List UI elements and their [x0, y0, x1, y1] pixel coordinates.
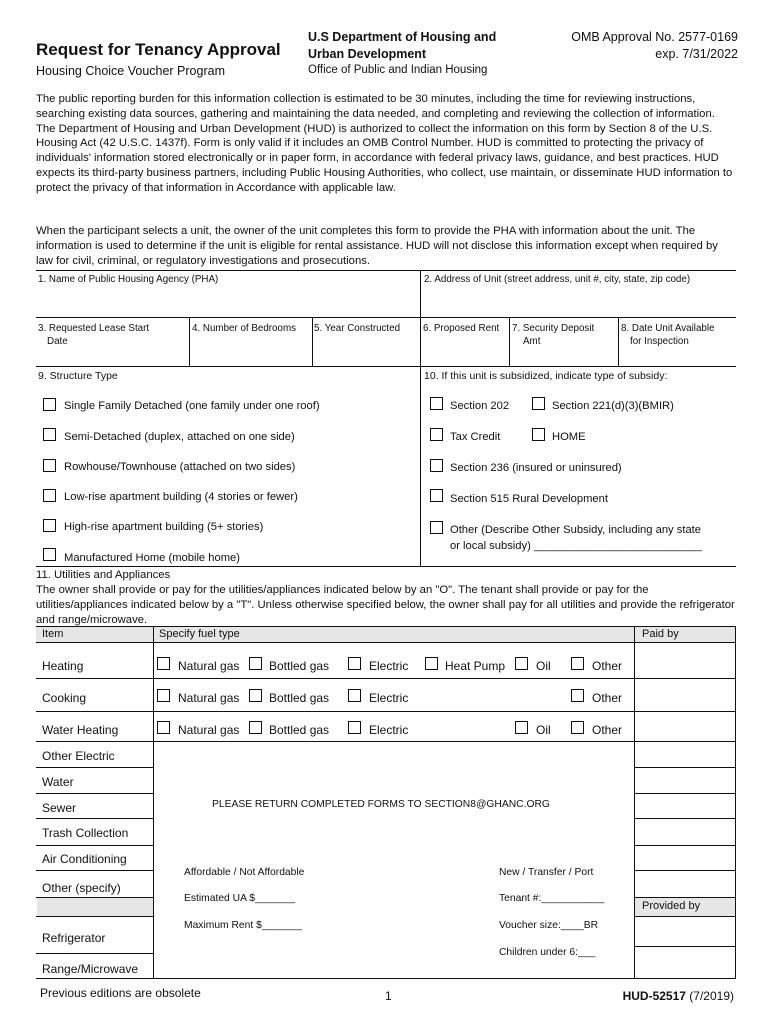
page-number: 1 [385, 989, 392, 1003]
checkbox-cooking-natural-gas[interactable] [157, 689, 170, 702]
checkbox-section-202[interactable] [430, 397, 443, 410]
new-transfer-field[interactable]: New / Transfer / Port [499, 867, 594, 878]
checkbox-section-515[interactable] [430, 489, 443, 502]
checkbox-heating-oil[interactable] [515, 657, 528, 670]
option-home: HOME [552, 431, 586, 443]
fuel-label: Other [592, 659, 623, 673]
grid-line [634, 818, 736, 819]
burden-statement: The public reporting burden for this information collection is estimated to be 30 minutes, including the time for reviewing instructions, searching existing data sources, gathering and maintaining the data needed, and completing and reviewing the collection of information. The Department of Housing and Urban Development (HUD) is authorized to collect the information on this form by Section 8 of the U.S. Housing Act (42 U.S.C. 1437f). Form is only valid if it includes an OMB Control Number. HUD is committed to protecting the privacy of individuals' information stored electronically or in paper form, in accordance with federal privacy laws, guidance, and best practices. HUD expects its third-party business partners, including Public Housing Authorities, who collect, use maintain, or disseminate HUD information to protect the privacy of that information in Accordance with applicable law. [36, 93, 733, 194]
utilities-instructions: The owner shall provide or pay for the utilities/appliances indicated below by an "O". The tenant shall provide or pay for the utilities/appliances indicated below by a "T". Unless otherwise specified below, the owner shall pay for all utilities and provide the refrigerator and range/microwave. [36, 584, 735, 626]
field-security-deposit[interactable]: 7. Security Deposit [512, 323, 595, 334]
fuel-label: Bottled gas [269, 659, 330, 673]
program-name: Housing Choice Voucher Program [36, 64, 225, 78]
checkbox-high-rise[interactable] [43, 519, 56, 532]
option-tax-credit: Tax Credit [450, 431, 501, 443]
participant-statement: When the participant selects a unit, the owner of the unit completes this form to provide the PHA with information about the unit. The information is used to determine if the unit is eligible for rental assistance. HUD will not disclose this information except when required by law for civil, criminal, or regulatory investigations and prosecutions. [36, 225, 718, 267]
item-sewer: Sewer [42, 801, 77, 815]
grid-line [36, 953, 153, 954]
field-lease-start-date: Date [47, 336, 68, 347]
grid-line [634, 793, 736, 794]
item-trash: Trash Collection [42, 826, 129, 840]
grid-line [36, 642, 736, 643]
affordable-field[interactable]: Affordable / Not Affordable [184, 867, 305, 878]
fuel-label: Oil [536, 723, 551, 737]
form-number-date: (7/2019) [685, 989, 734, 1003]
checkbox-heating-bottled-gas[interactable] [249, 657, 262, 670]
return-note: PLEASE RETURN COMPLETED FORMS TO SECTION8@GHANC.ORG [212, 799, 550, 810]
grid-line [36, 270, 736, 271]
fuel-label: Natural gas [178, 691, 240, 705]
checkbox-water-heating-other[interactable] [571, 721, 584, 734]
checkbox-manufactured[interactable] [43, 548, 56, 561]
checkbox-heating-natural-gas[interactable] [157, 657, 170, 670]
grid-line [36, 678, 736, 679]
checkbox-cooking-other[interactable] [571, 689, 584, 702]
checkbox-water-heating-electric[interactable] [348, 721, 361, 734]
grid-line [634, 946, 736, 947]
checkbox-water-heating-oil[interactable] [515, 721, 528, 734]
footer-obsolete: Previous editions are obsolete [40, 986, 201, 1000]
option-other-subsidy-detail[interactable]: or local subsidy) ___________________________ [450, 540, 702, 552]
grid-line [36, 845, 153, 846]
checkbox-heating-other[interactable] [571, 657, 584, 670]
estimated-ua-field[interactable]: Estimated UA $_______ [184, 893, 296, 904]
field-date-available[interactable]: 8. Date Unit Available [621, 323, 715, 334]
grid-line [420, 366, 421, 566]
structure-type-label: 9. Structure Type [38, 370, 118, 382]
form-number-code: HUD-52517 [622, 989, 686, 1003]
item-range-microwave: Range/Microwave [42, 962, 139, 976]
grid-line [36, 978, 736, 979]
grid-line [509, 317, 510, 366]
grid-line [312, 317, 313, 366]
grid-line [634, 916, 736, 917]
checkbox-heating-electric[interactable] [348, 657, 361, 670]
field-year-constructed[interactable]: 5. Year Constructed [314, 323, 401, 334]
grid-line [36, 916, 153, 917]
option-section-221: Section 221(d)(3)(BMIR) [552, 400, 674, 412]
checkbox-semi-detached[interactable] [43, 428, 56, 441]
grid-line [36, 741, 736, 742]
dept-line-1: U.S Department of Housing and [308, 30, 497, 44]
maximum-rent-field[interactable]: Maximum Rent $_______ [184, 920, 302, 931]
checkbox-cooking-electric[interactable] [348, 689, 361, 702]
checkbox-other-subsidy[interactable] [430, 521, 443, 534]
grid-line [36, 711, 736, 712]
utilities-heading: 11. Utilities and Appliances [36, 569, 171, 581]
omb-number: OMB Approval No. 2577-0169 [571, 30, 738, 44]
grid-line [36, 317, 736, 318]
tenant-number-field[interactable]: Tenant #:___________ [499, 893, 605, 904]
fuel-label: Oil [536, 659, 551, 673]
item-refrigerator: Refrigerator [42, 931, 106, 945]
col-paid-header: Paid by [642, 628, 679, 640]
checkbox-section-221[interactable] [532, 397, 545, 410]
grid-line [36, 566, 736, 567]
option-section-236: Section 236 (insured or uninsured) [450, 462, 622, 474]
omb-expiration: exp. 7/31/2022 [655, 47, 738, 61]
grid-line [36, 818, 153, 819]
fuel-label: Other [592, 691, 623, 705]
fuel-label: Heat Pump [445, 659, 506, 673]
grid-line [634, 767, 736, 768]
grid-line [634, 870, 736, 871]
checkbox-low-rise[interactable] [43, 489, 56, 502]
provided-by-label: Provided by [642, 900, 701, 912]
item-other-electric: Other Electric [42, 749, 115, 763]
grid-line [36, 767, 153, 768]
option-rowhouse: Rowhouse/Townhouse (attached on two sides) [64, 461, 296, 473]
voucher-size-field[interactable]: Voucher size:____BR [499, 920, 599, 931]
grid-line [189, 317, 190, 366]
grid-line [36, 793, 153, 794]
checkbox-home[interactable] [532, 428, 545, 441]
field-proposed-rent[interactable]: 6. Proposed Rent [423, 323, 500, 334]
office-name: Office of Public and Indian Housing [308, 64, 488, 76]
option-section-515: Section 515 Rural Development [450, 493, 608, 505]
item-other-specify: Other (specify) [42, 881, 121, 895]
item-cooking: Cooking [42, 691, 87, 705]
option-semi-detached: Semi-Detached (duplex, attached on one side) [64, 431, 295, 443]
option-manufactured: Manufactured Home (mobile home) [64, 552, 240, 564]
grid-line [36, 626, 736, 627]
option-other-subsidy: Other (Describe Other Subsidy, including any state [450, 524, 702, 536]
table-header-bg [36, 626, 736, 642]
checkbox-tax-credit[interactable] [430, 428, 443, 441]
checkbox-water-heating-bottled-gas[interactable] [249, 721, 262, 734]
item-water-heating: Water Heating [42, 723, 119, 737]
field-pha-name[interactable]: 1. Name of Public Housing Agency (PHA) [38, 274, 219, 285]
fuel-label: Electric [369, 691, 409, 705]
grid-line [634, 845, 736, 846]
field-date-available-inspection: for Inspection [630, 336, 689, 347]
item-air-conditioning: Air Conditioning [42, 852, 127, 866]
fuel-label: Natural gas [178, 659, 240, 673]
fuel-label: Bottled gas [269, 723, 330, 737]
option-section-202: Section 202 [450, 400, 510, 412]
checkbox-rowhouse[interactable] [43, 459, 56, 472]
dept-line-2: Urban Development [308, 47, 427, 61]
fuel-label: Electric [369, 659, 409, 673]
option-low-rise: Low-rise apartment building (4 stories or fewer) [64, 491, 298, 503]
fuel-label: Other [592, 723, 623, 737]
col-fuel-header: Specify fuel type [159, 628, 240, 640]
option-single-family: Single Family Detached (one family under one roof) [64, 400, 320, 412]
option-high-rise: High-rise apartment building (5+ stories) [64, 521, 264, 533]
field-lease-start[interactable]: 3. Requested Lease Start [38, 323, 150, 334]
col-item-header: Item [42, 628, 64, 640]
grid-line [618, 317, 619, 366]
checkbox-section-236[interactable] [430, 459, 443, 472]
grid-line [36, 870, 153, 871]
grid-line [36, 366, 736, 367]
fuel-label: Electric [369, 723, 409, 737]
form-title: Request for Tenancy Approval [36, 40, 281, 59]
form-number [623, 989, 734, 1003]
field-bedrooms[interactable]: 4. Number of Bedrooms [192, 323, 297, 334]
checkbox-water-heating-natural-gas[interactable] [157, 721, 170, 734]
fuel-label: Natural gas [178, 723, 240, 737]
item-water: Water [42, 775, 74, 789]
fuel-label: Bottled gas [269, 691, 330, 705]
field-security-deposit-amt: Amt [523, 336, 541, 347]
checkbox-single-family[interactable] [43, 398, 56, 411]
field-unit-address[interactable]: 2. Address of Unit (street address, unit #, city, state, zip code) [424, 274, 691, 285]
checkbox-heating-heat-pump[interactable] [425, 657, 438, 670]
checkbox-cooking-bottled-gas[interactable] [249, 689, 262, 702]
children-under-6-field[interactable]: Children under 6:___ [499, 947, 596, 958]
grid-line [420, 270, 421, 366]
shaded-cell [37, 898, 153, 916]
subsidy-label: 10. If this unit is subsidized, indicate type of subsidy: [424, 370, 668, 382]
item-heating: Heating [42, 659, 84, 673]
